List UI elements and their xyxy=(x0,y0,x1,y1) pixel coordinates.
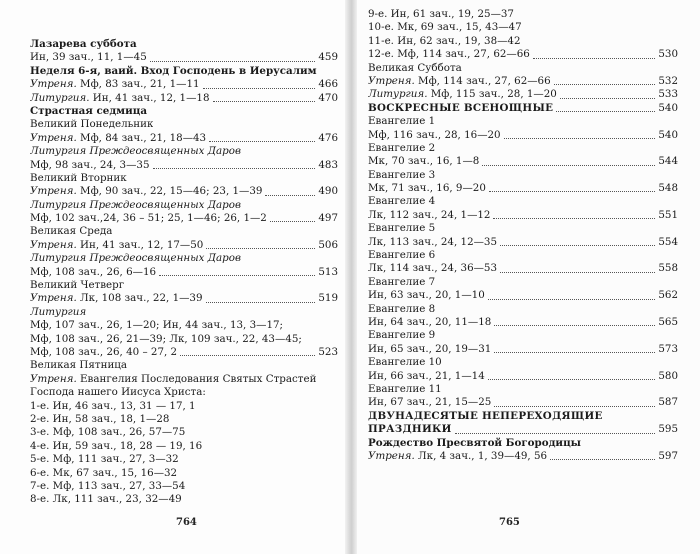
toc-line xyxy=(30,400,338,413)
toc-line-text xyxy=(368,276,435,289)
toc-line-text xyxy=(30,493,182,506)
toc-line xyxy=(30,292,338,305)
toc-line-text xyxy=(368,209,490,222)
reading-reference: Лк, 113 зач., 24, 12—35 xyxy=(368,235,498,248)
toc-page-ref: 597 xyxy=(658,449,678,462)
toc-page-ref: 470 xyxy=(318,91,338,104)
right-contents-column xyxy=(368,8,678,463)
reading-reference: 3-е. Мф, 108 зач., 26, 57—75 xyxy=(30,426,186,439)
toc-line xyxy=(368,48,678,61)
toc-line-text xyxy=(30,145,241,158)
toc-page-ref: 466 xyxy=(318,78,338,91)
toc-line-text xyxy=(368,370,485,383)
toc-page-ref: 519 xyxy=(318,292,338,305)
toc-line-text xyxy=(368,195,435,208)
toc-line xyxy=(368,383,678,396)
toc-page-ref: 548 xyxy=(658,182,678,195)
reading-reference: Великая Пятница xyxy=(30,359,128,372)
reading-reference: 4-е. Ин, 59 зач., 18, 28 — 19, 16 xyxy=(30,439,203,452)
toc-page-ref: 551 xyxy=(658,208,678,221)
reading-reference: Мф, 115 зач., 28, 1—20 xyxy=(427,88,557,101)
toc-line xyxy=(368,249,678,262)
toc-line-text xyxy=(30,51,147,64)
toc-line xyxy=(368,88,678,101)
toc-line xyxy=(30,266,338,279)
toc-line xyxy=(30,453,338,466)
reading-reference: Великая Суббота xyxy=(368,61,462,74)
reading-reference: 5-е. Мф, 111 зач., 27, 3—32 xyxy=(30,453,179,466)
toc-line-text xyxy=(368,88,557,101)
toc-line-text xyxy=(30,453,179,466)
left-page xyxy=(0,0,349,554)
toc-page-ref: 513 xyxy=(318,265,338,278)
toc-line-text xyxy=(30,359,127,372)
reading-reference: 6-е. Мк, 67 зач., 15, 16—32 xyxy=(30,466,178,479)
toc-line-text xyxy=(30,333,302,346)
right-page-number: 765 xyxy=(499,517,520,528)
right-page xyxy=(351,0,700,554)
dot-leader xyxy=(209,132,315,142)
reading-reference: Литургия xyxy=(30,305,87,318)
toc-line xyxy=(30,319,338,332)
reading-reference: Страстная седмица xyxy=(30,104,148,117)
toc-line xyxy=(368,195,678,208)
toc-page-ref: 532 xyxy=(658,74,678,87)
toc-line xyxy=(30,159,338,172)
reading-reference: Ин, 39 зач., 11, 1—45 xyxy=(30,51,147,64)
toc-line-text xyxy=(368,142,435,155)
dot-leader xyxy=(482,155,655,165)
toc-line xyxy=(30,65,338,78)
service-label: Утреня. xyxy=(30,78,77,91)
reading-reference: 11-е. Ин, 62 зач., 19, 38—42 xyxy=(368,34,521,47)
reading-reference: Великий Понедельник xyxy=(30,118,154,131)
toc-line xyxy=(30,493,338,506)
reading-reference: Евангелие 8 xyxy=(368,302,436,315)
toc-line xyxy=(368,236,678,249)
toc-line-text xyxy=(368,155,479,168)
toc-line-text xyxy=(368,316,491,329)
toc-line-text xyxy=(368,329,435,342)
toc-line-text xyxy=(368,115,435,128)
toc-page-ref: 540 xyxy=(658,101,678,114)
reading-reference: Евангелие 6 xyxy=(368,249,436,262)
toc-line-text xyxy=(368,48,530,61)
toc-page-ref: 562 xyxy=(658,289,678,302)
toc-line xyxy=(368,35,678,48)
toc-line-text xyxy=(30,373,316,386)
dot-leader xyxy=(533,48,656,58)
toc-line-text xyxy=(30,346,177,359)
toc-line xyxy=(30,145,338,158)
dot-leader xyxy=(270,212,315,222)
toc-line-text xyxy=(30,199,241,212)
toc-line-text xyxy=(30,132,206,145)
toc-line-text xyxy=(30,306,86,319)
toc-line-text xyxy=(368,343,491,356)
toc-line xyxy=(30,346,338,359)
dot-leader xyxy=(550,450,655,460)
dot-leader xyxy=(153,159,316,169)
toc-page-ref: 558 xyxy=(658,262,678,275)
toc-line xyxy=(30,440,338,453)
toc-line-text xyxy=(30,185,262,198)
reading-reference: Литургия Преждеосвященных Даров xyxy=(30,198,241,211)
reading-reference: Мф, 108 зач., 26, 40 – 27, 2 xyxy=(30,345,178,358)
toc-line-text xyxy=(30,480,185,493)
toc-line-text xyxy=(368,356,442,369)
toc-line xyxy=(30,185,338,198)
dot-leader xyxy=(455,423,656,433)
reading-reference: Мк, 70 зач., 16, 1—8 xyxy=(368,155,480,168)
dot-leader xyxy=(488,370,656,380)
toc-line xyxy=(30,306,338,319)
reading-reference: Лк, 114 зач., 24, 36—53 xyxy=(368,262,498,275)
reading-reference: Евангелие 9 xyxy=(368,329,436,342)
toc-line-text xyxy=(30,266,156,279)
toc-page-ref: 573 xyxy=(658,342,678,355)
toc-line xyxy=(30,172,338,185)
toc-line-text xyxy=(30,239,203,252)
toc-line xyxy=(368,396,678,409)
toc-line xyxy=(30,92,338,105)
toc-line xyxy=(30,373,338,386)
reading-reference: 1-е. Ин, 46 зач., 13, 31 — 17, 1 xyxy=(30,399,196,412)
toc-line xyxy=(368,129,678,142)
toc-line xyxy=(368,222,678,235)
dot-leader xyxy=(493,209,655,219)
dot-leader xyxy=(206,292,316,302)
reading-reference: Мк, 71 зач., 16, 9—20 xyxy=(368,182,486,195)
toc-page-ref: 580 xyxy=(658,369,678,382)
toc-line xyxy=(368,102,678,115)
reading-reference: Евангелие 11 xyxy=(368,382,442,395)
toc-line xyxy=(30,51,338,64)
toc-line-text xyxy=(368,249,435,262)
toc-line-text xyxy=(30,65,317,78)
toc-line-text xyxy=(30,467,177,480)
dot-leader xyxy=(554,75,656,85)
toc-line xyxy=(30,467,338,480)
toc-line xyxy=(30,279,338,292)
toc-line-text xyxy=(368,289,485,302)
reading-reference: Лазарева суббота xyxy=(30,38,137,50)
reading-reference: Мф, 90 зач., 22, 15—46; 23, 1—39 xyxy=(76,185,263,198)
reading-reference: Великая Среда xyxy=(30,225,113,238)
reading-reference: Мф, 107 зач., 26, 1—20; Ин, 44 зач., 13, 3—17; xyxy=(30,319,284,332)
dot-leader xyxy=(556,102,655,112)
toc-page-ref: 483 xyxy=(318,158,338,171)
toc-line xyxy=(30,199,338,212)
reading-reference: Мф, 116 зач., 28, 16—20 xyxy=(368,128,501,141)
service-label: Утреня. xyxy=(30,185,77,198)
toc-page-ref: 540 xyxy=(658,128,678,141)
dot-leader xyxy=(206,239,315,249)
reading-reference: Ин, 66 зач., 21, 1—14 xyxy=(368,369,485,382)
reading-reference: Литургия Преждеосвященных Даров xyxy=(30,252,241,265)
dot-leader xyxy=(504,129,656,139)
toc-line xyxy=(368,21,678,34)
reading-reference: Мф, 108 зач., 26, 21—39; Лк, 109 зач., 22, 43—45; xyxy=(30,332,302,345)
toc-line-text xyxy=(368,383,442,396)
reading-reference: Лк, 112 зач., 24, 1—12 xyxy=(368,208,491,221)
reading-reference: Евангелие 3 xyxy=(368,168,436,181)
reading-reference: Рождество Пресвятой Богородицы xyxy=(368,436,581,449)
toc-line-text xyxy=(368,396,491,409)
reading-reference: 2-е. Ин, 58 зач., 18, 1—28 xyxy=(30,412,170,425)
service-label: Утреня. xyxy=(30,292,77,305)
toc-line xyxy=(368,262,678,275)
dot-leader xyxy=(159,266,315,276)
toc-line-text xyxy=(30,440,202,453)
toc-line xyxy=(368,437,678,450)
toc-line xyxy=(368,303,678,316)
reading-reference: 7-е. Мф, 113 зач., 27, 33—54 xyxy=(30,479,186,492)
toc-line xyxy=(368,316,678,329)
toc-page-ref: 554 xyxy=(658,235,678,248)
reading-reference: Великий Четверг xyxy=(30,279,125,292)
toc-line xyxy=(368,329,678,342)
dot-leader xyxy=(150,51,316,61)
toc-line xyxy=(30,252,338,265)
toc-line xyxy=(368,155,678,168)
reading-reference: 12-е. Мф, 114 зач., 27, 62—66 xyxy=(368,48,530,61)
book-gutter xyxy=(345,0,357,554)
dot-leader xyxy=(213,92,316,102)
toc-line-text xyxy=(30,279,124,292)
reading-reference: ПРАЗДНИКИ xyxy=(368,423,452,436)
reading-reference: Лк, 108 зач., 22, 1—39 xyxy=(76,292,203,305)
reading-reference: Евангелие 5 xyxy=(368,222,436,235)
service-label: Утреня. xyxy=(368,449,415,462)
toc-line-text xyxy=(368,169,435,182)
reading-reference: Неделя 6-я, ваий. Вход Господень в Иерусалим xyxy=(30,64,317,77)
toc-line xyxy=(368,356,678,369)
dot-leader xyxy=(494,396,655,406)
toc-line xyxy=(368,169,678,182)
toc-page-ref: 459 xyxy=(318,51,338,64)
toc-line-text xyxy=(368,182,486,195)
toc-line-text xyxy=(368,8,514,21)
toc-line xyxy=(368,276,678,289)
reading-reference: Евангелие 1 xyxy=(368,115,436,128)
toc-line xyxy=(368,289,678,302)
dot-leader xyxy=(500,262,655,272)
reading-reference: Ин, 65 зач., 20, 19—31 xyxy=(368,342,492,355)
toc-line-text xyxy=(30,78,200,91)
dot-leader xyxy=(560,88,656,98)
toc-line xyxy=(368,370,678,383)
toc-line-text xyxy=(30,38,137,51)
toc-line xyxy=(368,115,678,128)
service-label: Утреня. xyxy=(30,131,77,144)
toc-page-ref: 497 xyxy=(318,212,338,225)
reading-reference: Мф, 102 зач.,24, 36 – 51; 25, 1—46; 26, 1—2 xyxy=(30,212,267,225)
toc-page-ref: 506 xyxy=(318,238,338,251)
reading-reference: 9-е. Ин, 61 зач., 19, 25—37 xyxy=(368,8,514,20)
reading-reference: Лк, 4 зач., 1, 39—49, 56 xyxy=(414,449,548,462)
toc-line-text xyxy=(30,212,267,225)
toc-line-text xyxy=(30,225,112,238)
toc-line-text xyxy=(30,105,147,118)
reading-reference: Великий Вторник xyxy=(30,171,127,184)
reading-reference: Евангелие 10 xyxy=(368,356,442,369)
reading-reference: Евангелие 7 xyxy=(368,275,436,288)
reading-reference: Евангелие 2 xyxy=(368,141,436,154)
reading-reference: Мф, 83 зач., 21, 1—11 xyxy=(76,78,200,91)
toc-line-text xyxy=(368,75,551,88)
reading-reference: Ин, 63 зач., 20, 1—10 xyxy=(368,289,485,302)
left-contents-column xyxy=(30,38,338,507)
toc-line-text xyxy=(30,292,203,305)
toc-line-text xyxy=(368,437,581,450)
toc-line xyxy=(368,62,678,75)
toc-line xyxy=(368,423,678,436)
reading-reference: Мф, 108 зач., 26, 6—16 xyxy=(30,265,157,278)
reading-reference: Ин, 64 зач., 20, 11—18 xyxy=(368,315,492,328)
toc-line-text xyxy=(368,236,497,249)
toc-line xyxy=(368,182,678,195)
service-label: Литургия. xyxy=(30,91,90,104)
toc-line-text xyxy=(30,118,153,131)
reading-reference: 8-е. Лк, 111 зач., 23, 32—49 xyxy=(30,493,182,506)
toc-line xyxy=(368,142,678,155)
toc-line-text xyxy=(30,426,185,439)
dot-leader xyxy=(494,316,655,326)
dot-leader xyxy=(500,236,655,246)
toc-line xyxy=(30,333,338,346)
toc-line xyxy=(30,38,338,51)
reading-reference: Ин, 41 зач., 12, 17—50 xyxy=(76,238,204,251)
toc-line-text xyxy=(368,222,435,235)
toc-line xyxy=(368,209,678,222)
toc-page-ref: 523 xyxy=(318,345,338,358)
toc-line-text xyxy=(368,450,547,463)
service-label: Литургия. xyxy=(368,88,428,101)
toc-line-text xyxy=(368,423,452,436)
toc-page-ref: 490 xyxy=(318,185,338,198)
reading-reference: ДВУНАДЕСЯТЫЕ НЕПЕРЕХОДЯЩИЕ xyxy=(368,409,603,422)
reading-reference: Мф, 114 зач., 27, 62—66 xyxy=(414,74,551,87)
toc-line-text xyxy=(30,159,150,172)
toc-page-ref: 533 xyxy=(658,88,678,101)
toc-line-text xyxy=(368,21,522,34)
toc-line xyxy=(368,343,678,356)
reading-reference: Ин, 67 зач., 21, 15—25 xyxy=(368,396,492,409)
toc-line-text xyxy=(30,400,196,413)
toc-line xyxy=(30,105,338,118)
toc-page-ref: 530 xyxy=(658,48,678,61)
toc-line xyxy=(30,78,338,91)
reading-reference: Ин, 41 зач., 12, 1—18 xyxy=(89,91,210,104)
toc-line-text xyxy=(30,172,127,185)
dot-leader xyxy=(180,346,315,356)
toc-line xyxy=(30,212,338,225)
toc-line-text xyxy=(30,413,169,426)
toc-line-text xyxy=(368,35,521,48)
toc-line-text xyxy=(368,303,435,316)
toc-line-text xyxy=(30,319,283,332)
toc-line xyxy=(368,8,678,21)
reading-reference: ВОСКРЕСНЫЕ ВСЕНОЩНЫЕ xyxy=(368,101,554,114)
toc-line xyxy=(368,410,678,423)
toc-line xyxy=(30,426,338,439)
toc-page-ref: 587 xyxy=(658,396,678,409)
toc-page-ref: 544 xyxy=(658,155,678,168)
service-label: Утреня. xyxy=(30,238,77,251)
toc-line-text xyxy=(368,129,501,142)
service-label: Утреня. xyxy=(30,372,77,385)
toc-line xyxy=(30,413,338,426)
toc-line-text xyxy=(368,102,553,115)
left-page-number: 764 xyxy=(176,517,197,528)
reading-reference: Евангелия Последования Святых Страстей xyxy=(76,372,317,385)
toc-line xyxy=(368,450,678,463)
toc-line-text xyxy=(30,386,206,399)
toc-line-text xyxy=(368,262,497,275)
toc-page-ref: 565 xyxy=(658,315,678,328)
toc-line-text xyxy=(368,62,462,75)
dot-leader xyxy=(489,182,655,192)
reading-reference: Мф, 84 зач., 21, 18—43 xyxy=(76,131,207,144)
dot-leader xyxy=(265,185,315,195)
reading-reference: Мф, 98 зач., 24, 3—35 xyxy=(30,158,150,171)
toc-line xyxy=(30,359,338,372)
toc-line xyxy=(30,480,338,493)
toc-line xyxy=(30,118,338,131)
reading-reference: Литургия Преждеосвященных Даров xyxy=(30,145,241,158)
toc-line xyxy=(30,225,338,238)
toc-line xyxy=(368,75,678,88)
service-label: Утреня. xyxy=(368,74,415,87)
toc-line xyxy=(30,386,338,399)
dot-leader xyxy=(488,289,656,299)
toc-line xyxy=(30,239,338,252)
reading-reference: 10-е. Мк, 69 зач., 15, 43—47 xyxy=(368,21,522,34)
reading-reference: Господа нашего Иисуса Христа: xyxy=(30,386,206,399)
dot-leader xyxy=(494,343,655,353)
reading-reference: Евангелие 4 xyxy=(368,195,436,208)
toc-line xyxy=(30,132,338,145)
toc-line-text xyxy=(30,92,210,105)
toc-page-ref: 476 xyxy=(318,131,338,144)
dot-leader xyxy=(203,78,316,88)
toc-line-text xyxy=(368,410,603,423)
toc-page-ref: 595 xyxy=(658,423,678,436)
toc-line-text xyxy=(30,252,241,265)
